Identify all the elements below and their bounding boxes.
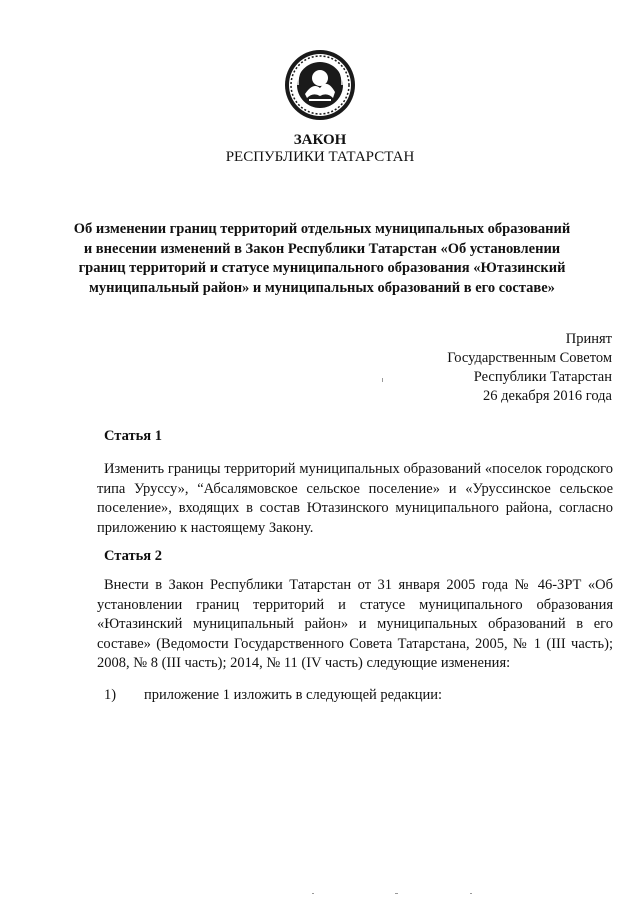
scan-speck bbox=[382, 378, 383, 382]
article-1-text: Изменить границы территорий муниципальных образований «поселок городского типа Уруссу», “Абсалямовское сельское поселение» и «Уруссинское сельское поселение», входящих в состав Ютазинского муниципального района, согласно приложению к настоящему Закону. bbox=[97, 461, 613, 536]
adopted-date: 26 декабря 2016 года bbox=[483, 388, 612, 404]
list-item-text: приложение 1 изложить в следующей редакции: bbox=[144, 687, 443, 703]
republic-title: РЕСПУБЛИКИ ТАТАРСТАН bbox=[225, 149, 415, 165]
scan-speck bbox=[395, 893, 398, 894]
scan-speck bbox=[312, 893, 314, 894]
scan-speck bbox=[470, 893, 472, 894]
adopted-line-2: Государственным Советом bbox=[447, 350, 612, 366]
list-item-number: 1) bbox=[104, 687, 117, 703]
law-heading: Об изменении границ территорий отдельных муниципальных образований и внесении изменений в Закон Республики Татарстан «Об установлении границ территорий и статусе муниципального образования «Ютазинский муниципальный район» и муниципальных образований в его составе» bbox=[73, 221, 571, 296]
article-1-title: Статья 1 bbox=[104, 428, 162, 444]
tatarstan-emblem-icon bbox=[283, 48, 357, 122]
adoption-block bbox=[447, 330, 612, 406]
article-2-text: Внести в Закон Республики Татарстан от 31 января 2005 года № 46-ЗРТ «Об установлении границ территорий и статусе муниципального образования «Ютазинский муниципальный район» и муниципальных образований в его составе» (Ведомости Государственного Совета Татарстана, 2005, № 1 (III часть); 2008, № 8 (III часть); 2014, № 11 (IV часть) следующие изменения: bbox=[97, 577, 613, 671]
adopted-line-3: Республики Татарстан bbox=[473, 369, 612, 385]
law-title: ЗАКОН bbox=[293, 132, 347, 148]
article-2-title: Статья 2 bbox=[104, 548, 162, 564]
adopted-line-1: Принят bbox=[565, 331, 612, 347]
